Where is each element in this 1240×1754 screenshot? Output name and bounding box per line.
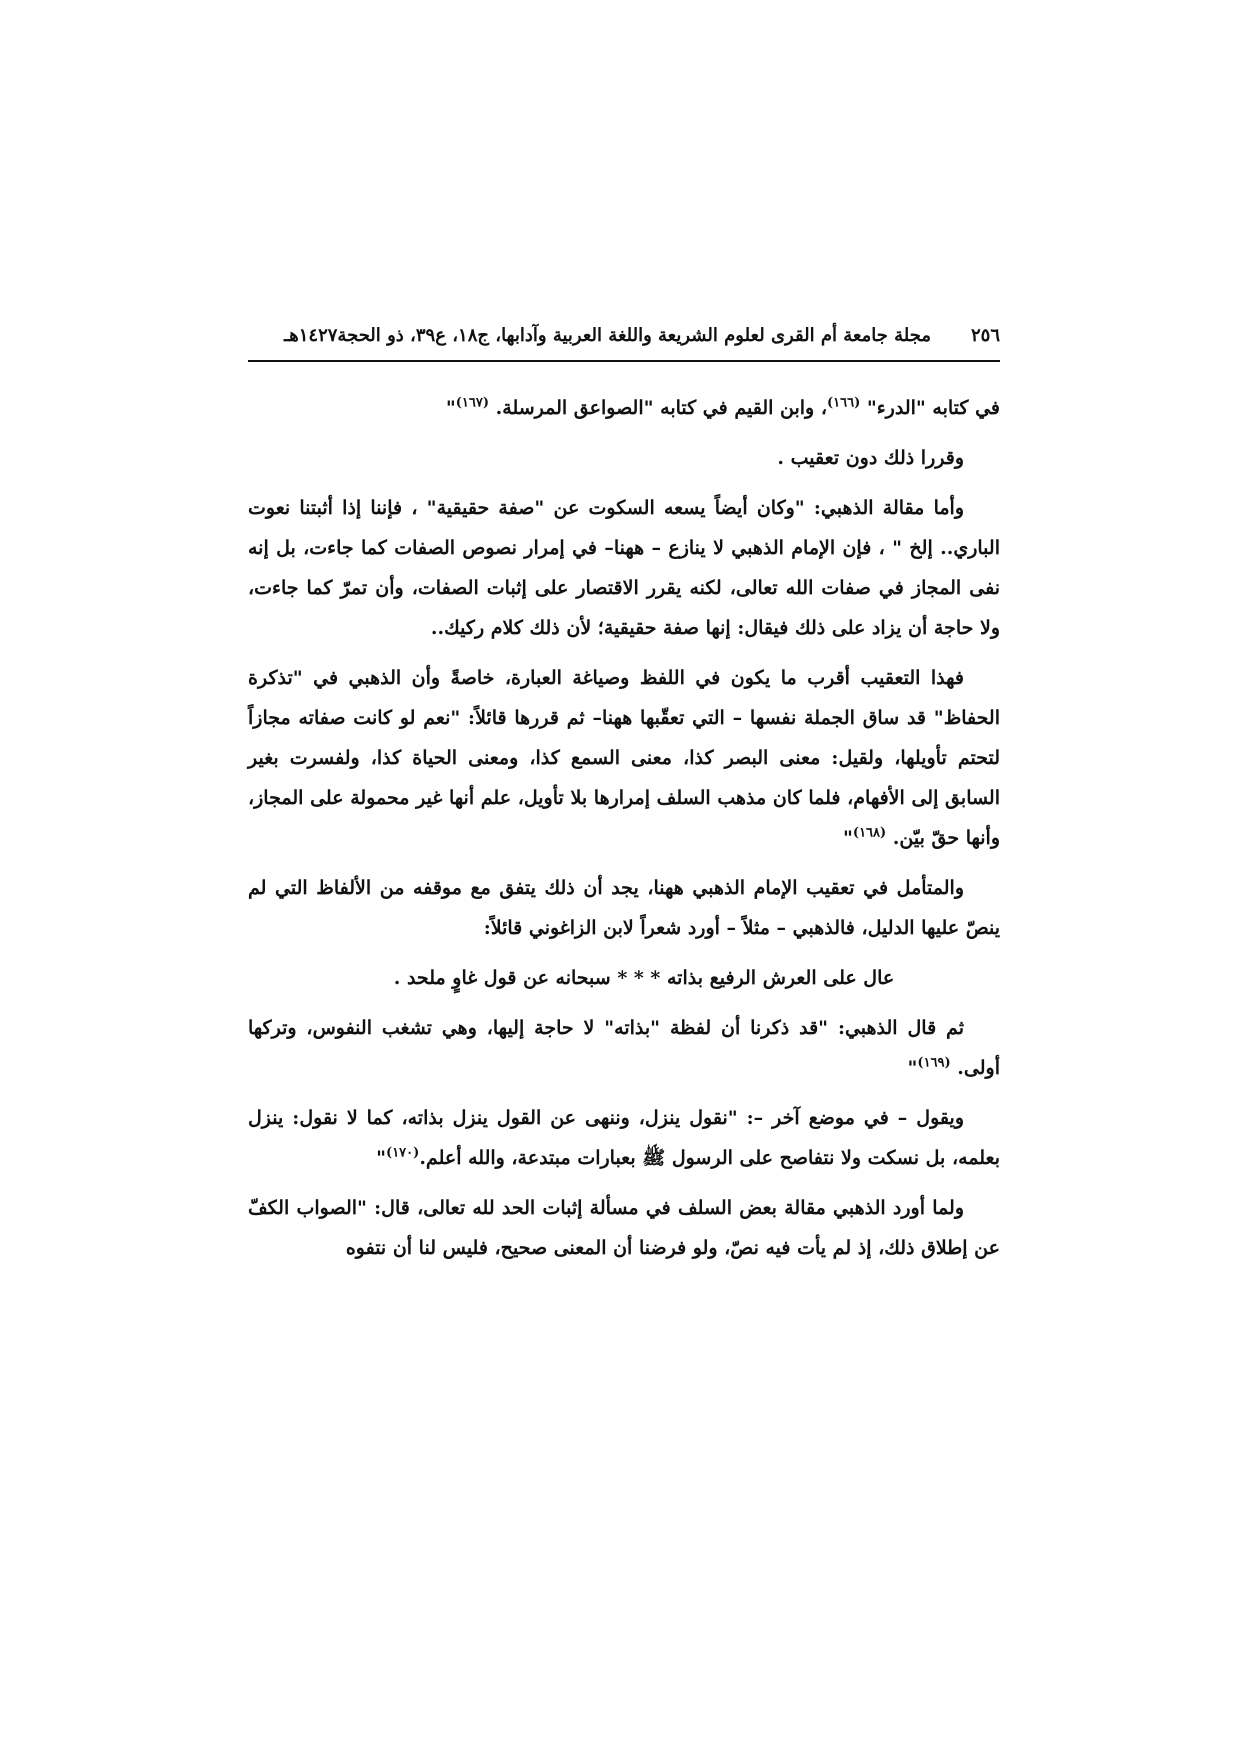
document-page (248, 0, 1000, 1754)
paragraph-1 (248, 388, 1000, 428)
paragraph-4-text-2: " (843, 827, 853, 849)
footnote-ref-167[interactable]: (١٦٧) (455, 395, 490, 411)
paragraph-6 (248, 1008, 1000, 1088)
paragraph-5: والمتأمل في تعقيب الإمام الذهبي ههنا، يجد أن ذلك يتفق مع موقفه من الألفاظ التي لم ينصّ عليها الدليل، فالذهبي – مثلاً – أورد شعراً لابن الزاغوني قائلاً: (248, 877, 1000, 939)
paragraph-4-text: فهذا التعقيب أقرب ما يكون في اللفظ وصياغة العبارة، خاصةً وأن الذهبي في "تذكرة الحفاظ" قد ساق الجملة نفسها – التي تعقّبها ههنا– ثم قررها قائلاً: "نعم لو كانت صفاته مجازاً لتحتم تأويلها، ولقيل: معنى البصر كذا، معنى السمع كذا، ومعنى الحياة كذا، ولفسرت بغير السابق إلى الأفهام، فلما كان مذهب السلف إمرارها بلا تأويل، علم أنها غير محمولة على المجاز، وأنها حقّ بيّن. (248, 667, 1000, 849)
footnote-ref-166[interactable]: (١٦٦) (826, 395, 861, 411)
paragraph-6-text-2: " (907, 1057, 918, 1079)
paragraph-7 (248, 1098, 1000, 1178)
paragraph-7-text: ويقول – في موضع آخر –: "نقول ينزل، وننهى عن القول ينزل بذاته، كما لا نقول: ينزل بعلمه، بل نسكت ولا نتفاصح على الرسول ﷺ بعبارات مبتدعة، والله أعلم. (248, 1107, 1000, 1169)
paragraph-2: وقررا ذلك دون تعقيب . (777, 447, 964, 469)
body-text (248, 388, 1000, 1278)
footnote-ref-169[interactable]: (١٦٩) (917, 1055, 951, 1071)
paragraph-6-text: ثم قال الذهبي: "قد ذكرنا أن لفظة "بذاته" لا حاجة إليها، وهي تشغب النفوس، وتركها أولى. (248, 1017, 1000, 1079)
paragraph-1-text-3: " (445, 397, 456, 419)
paragraph-7-text-2: " (376, 1147, 387, 1169)
header-rule (248, 360, 1000, 362)
page-number: ٢٥٦ (970, 325, 1000, 346)
footnote-ref-168[interactable]: (١٦٨) (852, 825, 887, 841)
running-header (248, 318, 1000, 348)
journal-title: مجلة جامعة أم القرى لعلوم الشريعة واللغة العربية وآدابها، ج١٨، ع٣٩، ذو الحجة١٤٢٧هـ (283, 325, 931, 346)
paragraph-8: ولما أورد الذهبي مقالة بعض السلف في مسألة إثبات الحد لله تعالى، قال: "الصواب الكفّ عن إطلاق ذلك، إذ لم يأت فيه نصّ، ولو فرضنا أن المعنى صحيح، فليس لنا أن نتفوه (248, 1197, 1000, 1259)
paragraph-3: وأما مقالة الذهبي: "وكان أيضاً يسعه السكوت عن "صفة حقيقية" ، فإننا إذا أثبتنا نعوت الباري.. إلخ " ، فإن الإمام الذهبي لا ينازع – ههنا– في إمرار نصوص الصفات كما جاءت، بل إنه نفى المجاز في صفات الله تعالى، لكنه يقرر الاقتصار على إثبات الصفات، وأن تمرّ كما جاءت، ولا حاجة أن يزاد على ذلك فيقال: إنها صفة حقيقية؛ لأن ذلك كلام ركيك.. (248, 497, 1000, 639)
paragraph-1-text-2: ، وابن القيم في كتابه "الصواعق المرسلة. (489, 397, 827, 419)
footnote-ref-170[interactable]: (١٧٠) (386, 1145, 420, 1161)
paragraph-4 (248, 658, 1000, 858)
poetry-verse: عال على العرش الرفيع بذاته * * * سبحانه عن قول غاوٍ ملحد . (393, 967, 895, 989)
paragraph-1-text: في كتابه "الدرء" (860, 397, 1000, 419)
